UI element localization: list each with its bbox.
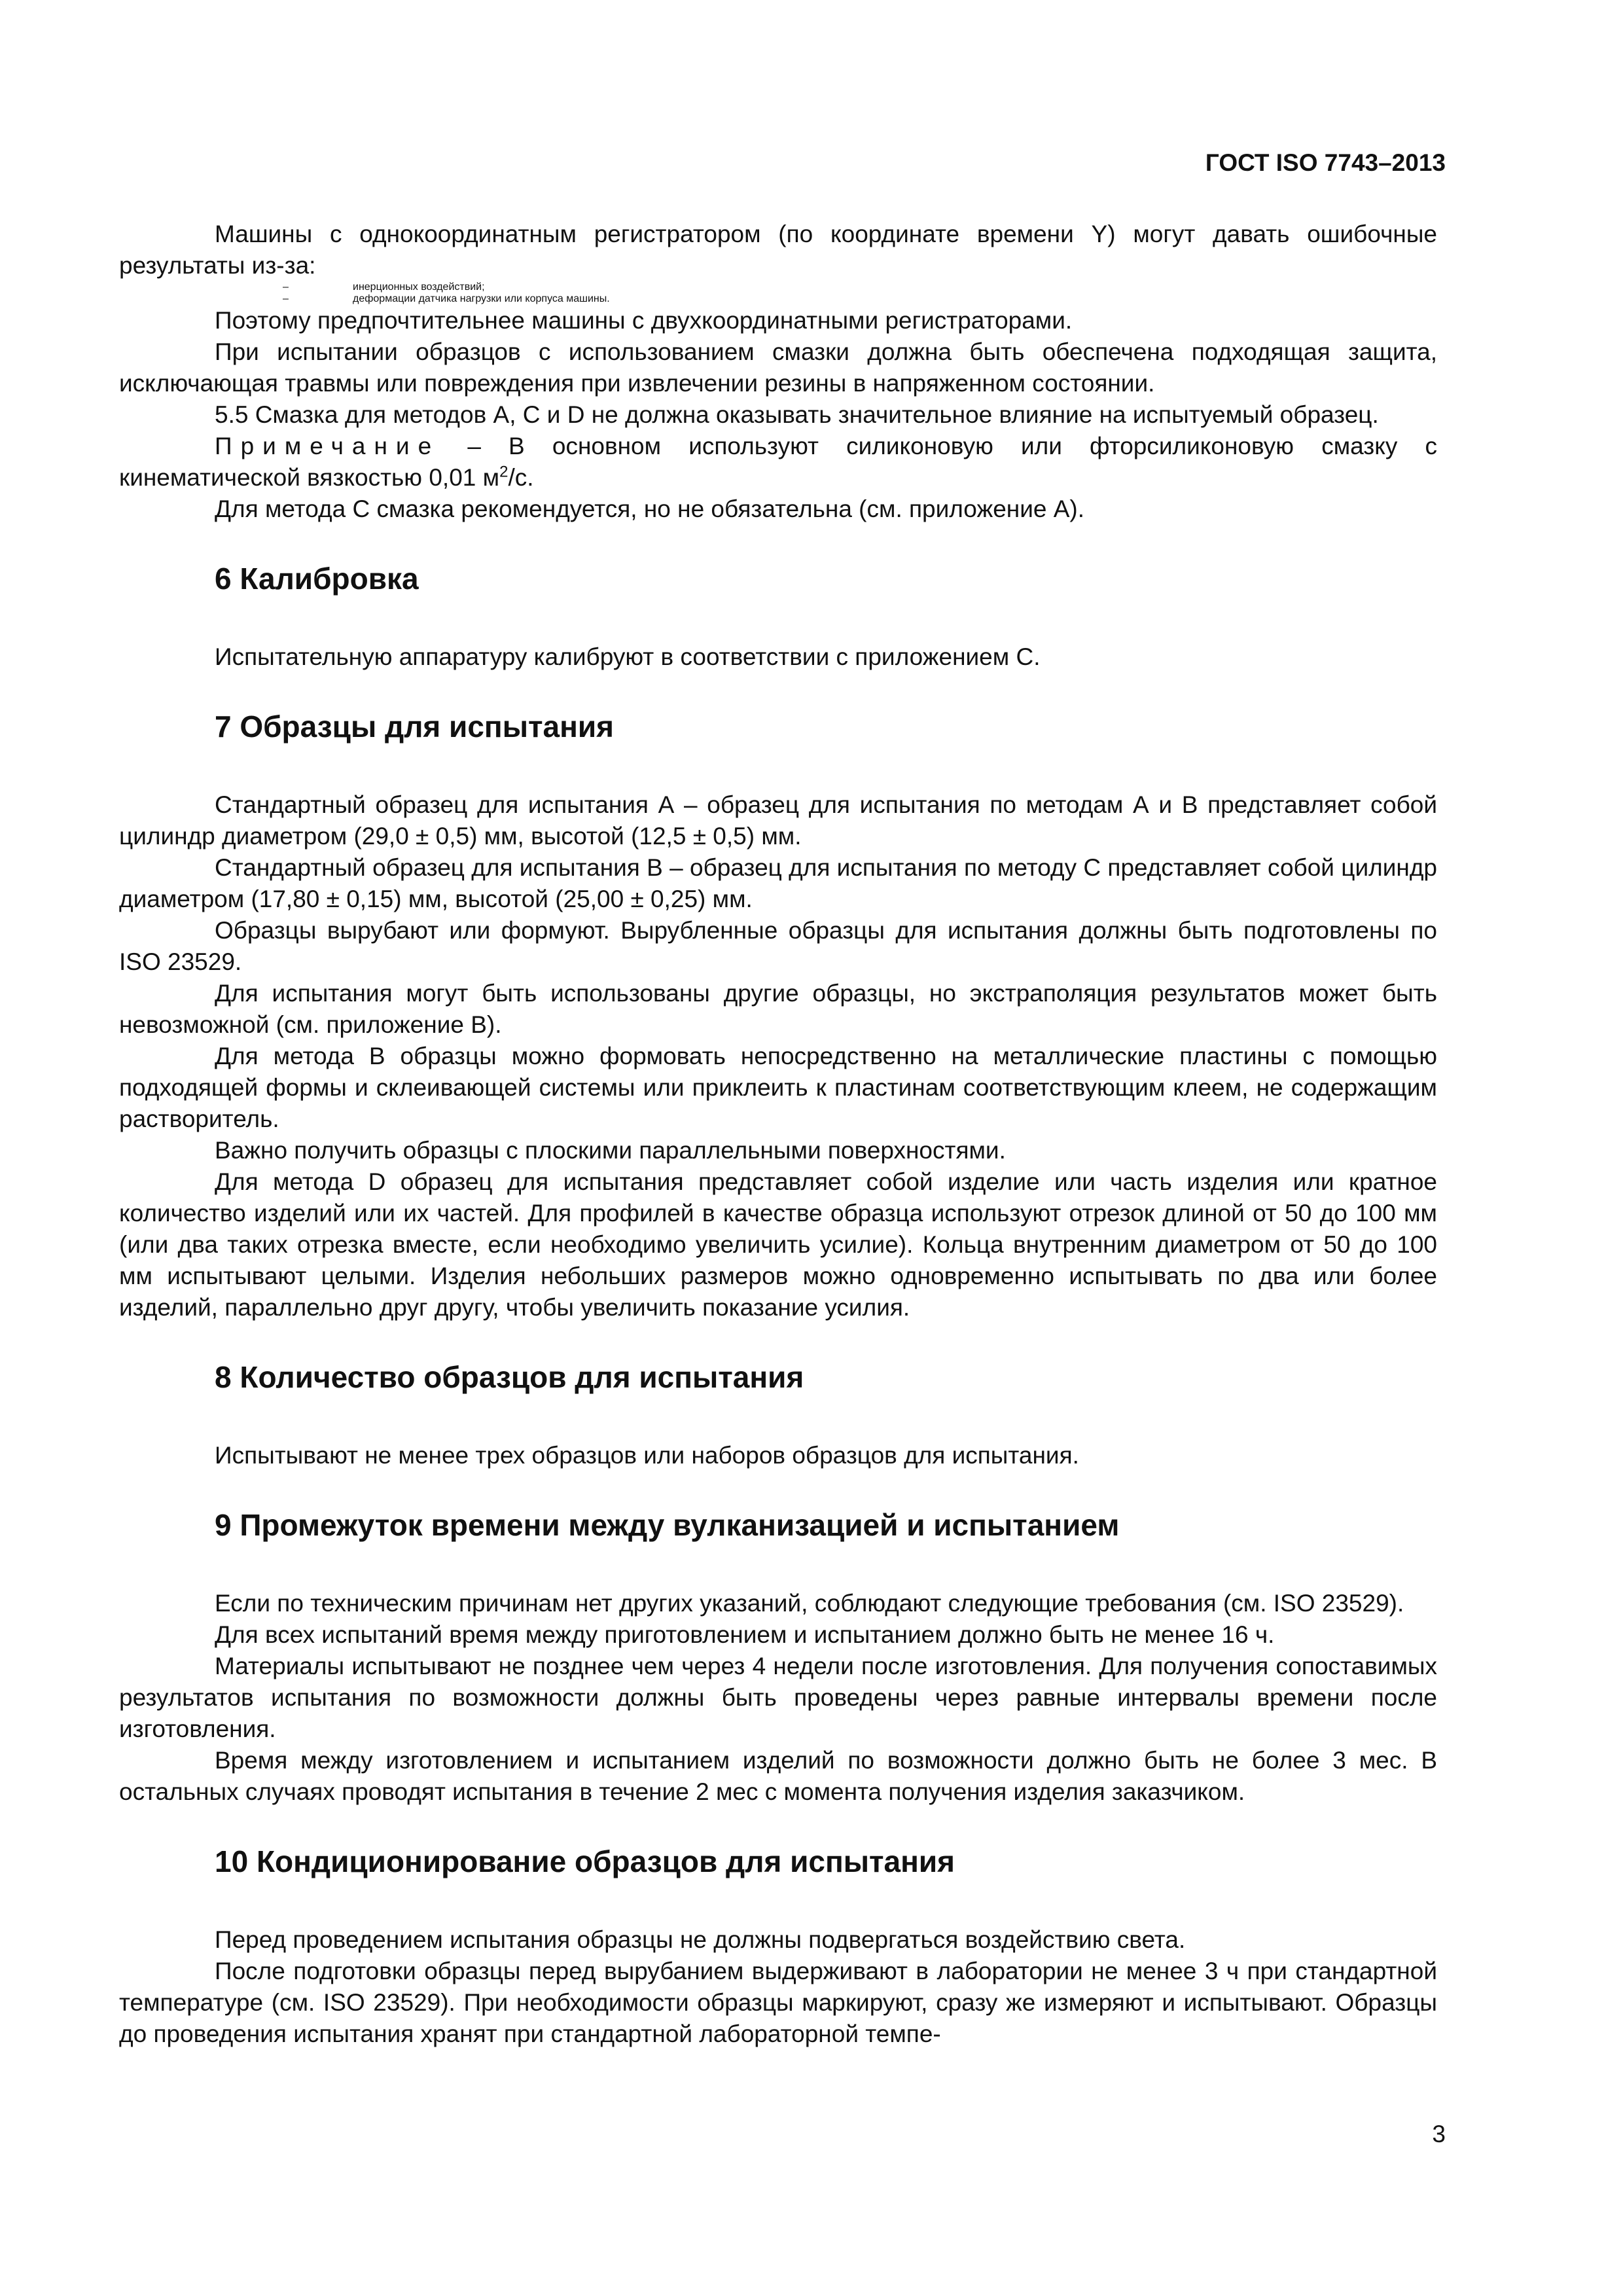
list-item-text: инерционных воздействий; xyxy=(353,281,485,293)
section-heading: 10 Кондиционирование образцов для испытания xyxy=(215,1844,955,1878)
list-item xyxy=(119,293,1437,305)
document-code: ГОСТ ISO 7743–2013 xyxy=(1205,149,1446,176)
note-label: Примечание xyxy=(215,433,440,459)
list-item xyxy=(119,281,1437,293)
page-body xyxy=(119,219,1437,2050)
paragraph: Испытательную аппаратуру калибруют в соответствии с приложением С. xyxy=(215,643,1041,670)
paragraph: Машины с однокоординатным регистратором (по координате времени Y) могут давать ошибочные результаты из-за: xyxy=(119,221,1437,279)
paragraph: Время между изготовлением и испытанием изделий по возможности должно быть не более 3 мес. В остальных случаях проводят испытания в течение 2 мес с момента получения изделия заказчиком. xyxy=(119,1747,1437,1805)
section-heading: 8 Количество образцов для испытания xyxy=(215,1360,804,1394)
paragraph: Образцы вырубают или формуют. Вырубленные образцы для испытания должны быть подготовлены по ISO 23529. xyxy=(119,917,1437,975)
paragraph: Для испытания могут быть использованы другие образцы, но экстраполяция результатов может быть невозможной (см. приложение В). xyxy=(119,980,1437,1038)
paragraph: Перед проведением испытания образцы не должны подвергаться воздействию света. xyxy=(215,1926,1186,1953)
paragraph: Для метода В образцы можно формовать непосредственно на металлические пластины с помощью подходящей формы и склеивающей системы или приклеить к пластинам соответствующим клеем, не содержащим растворитель. xyxy=(119,1043,1437,1132)
paragraph: Для метода С смазка рекомендуется, но не обязательна (см. приложение А). xyxy=(215,495,1085,522)
paragraph: Для метода D образец для испытания представляет собой изделие или часть изделия или кратное количество изделий или их частей. Для профилей в качестве образца используют отрезок длиной от 50 до 100 мм (или два таких отрезка вместе, если необходимо увеличить усилие). Кольца внутренним диаметром от 50 до 100 мм испытывают целыми. Изделия небольших размеров можно одновременно испытывать по два или более изделий, параллельно друг другу, чтобы увеличить показание усилия. xyxy=(119,1168,1437,1321)
dash-marker: – xyxy=(283,281,289,293)
page-number: 3 xyxy=(1432,2121,1446,2147)
paragraph: Испытывают не менее трех образцов или наборов образцов для испытания. xyxy=(215,1442,1079,1469)
paragraph: Стандартный образец для испытания В – образец для испытания по методу С представляет собой цилиндр диаметром (17,80 ± 0,15) мм, высотой (25,00 ± 0,25) мм. xyxy=(119,854,1437,912)
paragraph: Важно получить образцы с плоскими параллельными поверхностями. xyxy=(215,1137,1006,1164)
paragraph: Материалы испытывают не позднее чем через 4 недели после изготовления. Для получения сопоставимых результатов испытания по возможности должны быть проведены через равные интервалы времени после изготовления. xyxy=(119,1653,1437,1742)
paragraph: Поэтому предпочтительнее машины с двухкоординатными регистраторами. xyxy=(215,307,1073,334)
note-paragraph xyxy=(119,431,1437,493)
paragraph: После подготовки образцы перед вырубанием выдерживают в лаборатории не менее 3 ч при стандартной температуре (см. ISO 23529). При необходимости образцы маркируют, сразу же измеряют и испытывают. Образцы до проведения испытания хранят при стандартной лабораторной темпе- xyxy=(119,1958,1437,2047)
paragraph: 5.5 Смазка для методов А, С и D не должна оказывать значительное влияние на испытуемый образец. xyxy=(215,401,1379,428)
section-heading: 6 Калибровка xyxy=(215,562,419,596)
paragraph: Стандартный образец для испытания А – образец для испытания по методам А и В представляет собой цилиндр диаметром (29,0 ± 0,5) мм, высотой (12,5 ± 0,5) мм. xyxy=(119,791,1437,850)
paragraph: При испытании образцов с использованием смазки должна быть обеспечена подходящая защита, исключающая травмы или повреждения при извлечении резины в напряженном состоянии. xyxy=(119,338,1437,397)
paragraph: Для всех испытаний время между приготовлением и испытанием должно быть не менее 16 ч. xyxy=(215,1621,1275,1648)
note-text-end: /с. xyxy=(508,464,534,491)
superscript: 2 xyxy=(499,463,508,481)
note-text: – В основном используют силиконовую или фторсиликоновую смазку с кинематической вязкостью 0,01 м xyxy=(119,433,1438,491)
section-heading: 7 Образцы для испытания xyxy=(215,709,614,744)
dash-marker: – xyxy=(283,293,289,304)
paragraph: Если по техническим причинам нет других указаний, соблюдают следующие требования (см. ISO 23529). xyxy=(215,1590,1404,1617)
section-heading: 9 Промежуток времени между вулканизацией и испытанием xyxy=(215,1508,1120,1542)
list-item-text: деформации датчика нагрузки или корпуса машины. xyxy=(353,293,610,304)
